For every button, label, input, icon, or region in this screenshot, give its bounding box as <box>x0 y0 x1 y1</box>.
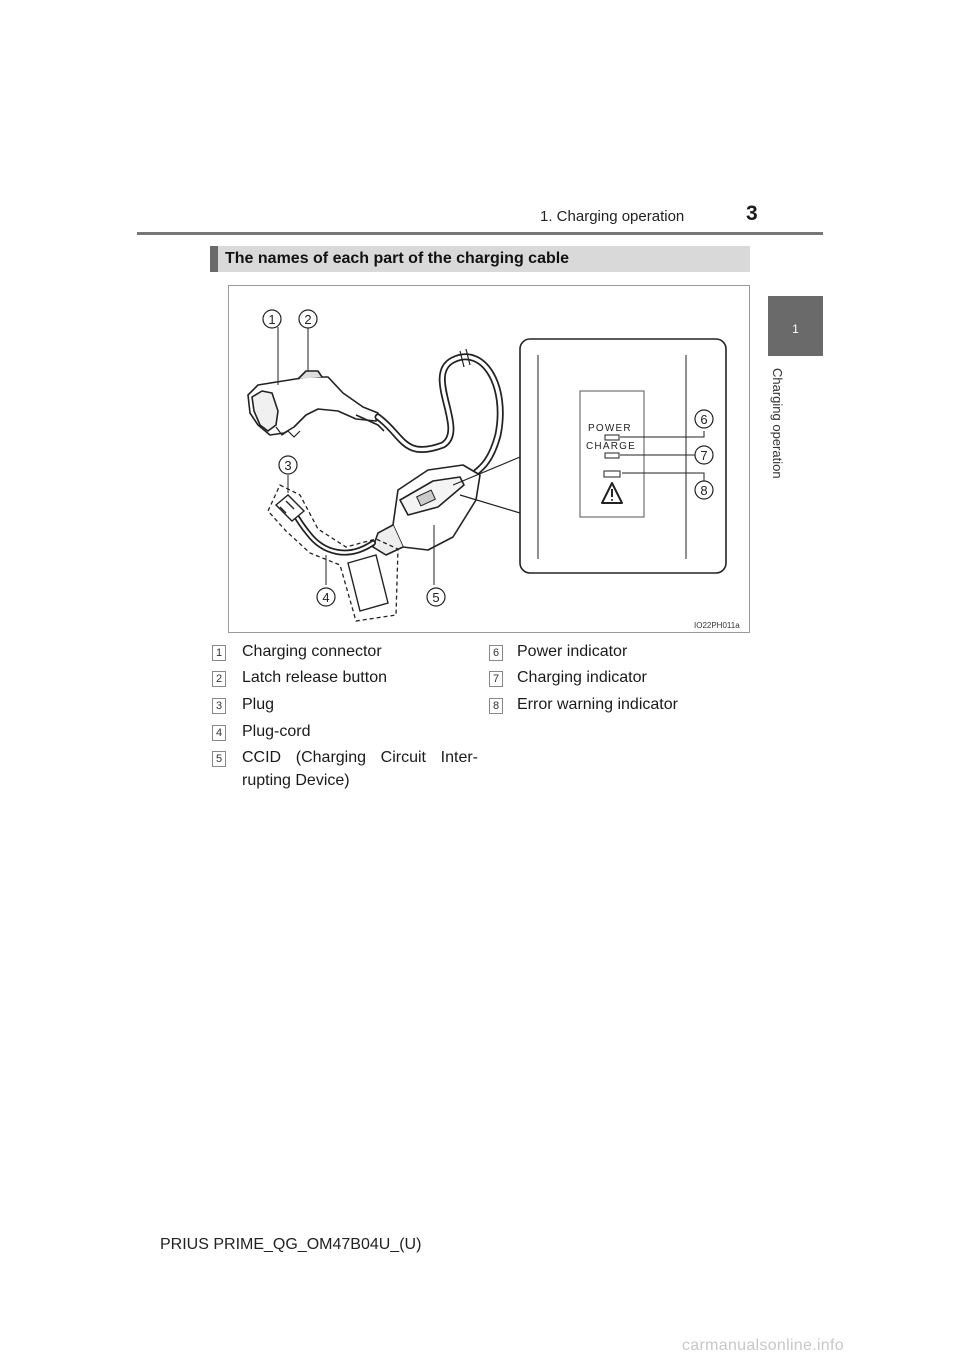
page-number: 3 <box>746 202 758 225</box>
svg-text:3: 3 <box>284 458 292 473</box>
legend-item-charging-connector: Charging connector <box>242 643 382 660</box>
legend-num-2: 2 <box>212 671 226 687</box>
legend-item-charging-indicator: Charging indicator <box>517 669 647 686</box>
callout-8 <box>695 481 713 499</box>
chapter-tab-number: 1 <box>792 322 799 336</box>
panel-label-power: POWER <box>588 423 632 434</box>
legend-item-plug-cord: Plug-cord <box>242 723 311 740</box>
footer-document-code: PRIUS PRIME_QG_OM47B04U_(U) <box>160 1236 422 1253</box>
chapter-side-label-text: Charging operation <box>770 368 785 479</box>
charging-cable-figure <box>228 285 750 633</box>
callout-7 <box>695 446 713 464</box>
legend-num-5: 5 <box>212 751 226 767</box>
svg-text:7: 7 <box>700 448 708 463</box>
figure-image-code: IO22PH011a <box>694 621 740 630</box>
legend-num-4: 4 <box>212 725 226 741</box>
panel-label-charge: CHARGE <box>586 441 636 452</box>
legend-num-8: 8 <box>489 698 503 714</box>
legend-item-plug: Plug <box>242 696 275 713</box>
legend-item-error-warning-indicator: Error warning indicator <box>517 696 678 713</box>
legend-num-6: 6 <box>489 645 503 661</box>
svg-text:4: 4 <box>322 590 330 605</box>
callout-5 <box>427 588 445 606</box>
chapter-side-label <box>770 368 790 498</box>
svg-text:1: 1 <box>268 312 276 327</box>
svg-text:5: 5 <box>432 590 440 605</box>
error-indicator-lamp <box>604 471 620 477</box>
svg-text:8: 8 <box>700 483 708 498</box>
callout-1 <box>263 310 281 328</box>
legend-num-7: 7 <box>489 671 503 687</box>
legend-item-ccid-line1: CCID (Charging Circuit Inter- <box>242 749 478 766</box>
svg-text:6: 6 <box>700 412 708 427</box>
header-rule <box>137 232 823 235</box>
legend-item-ccid-line2: rupting Device) <box>242 772 350 789</box>
callout-6 <box>695 410 713 428</box>
power-indicator-lamp <box>605 435 619 440</box>
callout-3 <box>279 456 297 474</box>
header-section-title: 1. Charging operation <box>540 208 685 225</box>
watermark-text: carmanualsonline.info <box>682 1337 844 1354</box>
section-heading: The names of each part of the charging cable <box>225 250 570 267</box>
legend-num-3: 3 <box>212 698 226 714</box>
legend-item-latch-release-button: Latch release button <box>242 669 387 686</box>
callout-4 <box>317 588 335 606</box>
svg-text:2: 2 <box>304 312 312 327</box>
legend-item-power-indicator: Power indicator <box>517 643 628 660</box>
legend-num-1: 1 <box>212 645 226 661</box>
callout-2 <box>299 310 317 328</box>
charging-indicator-lamp <box>605 453 619 458</box>
